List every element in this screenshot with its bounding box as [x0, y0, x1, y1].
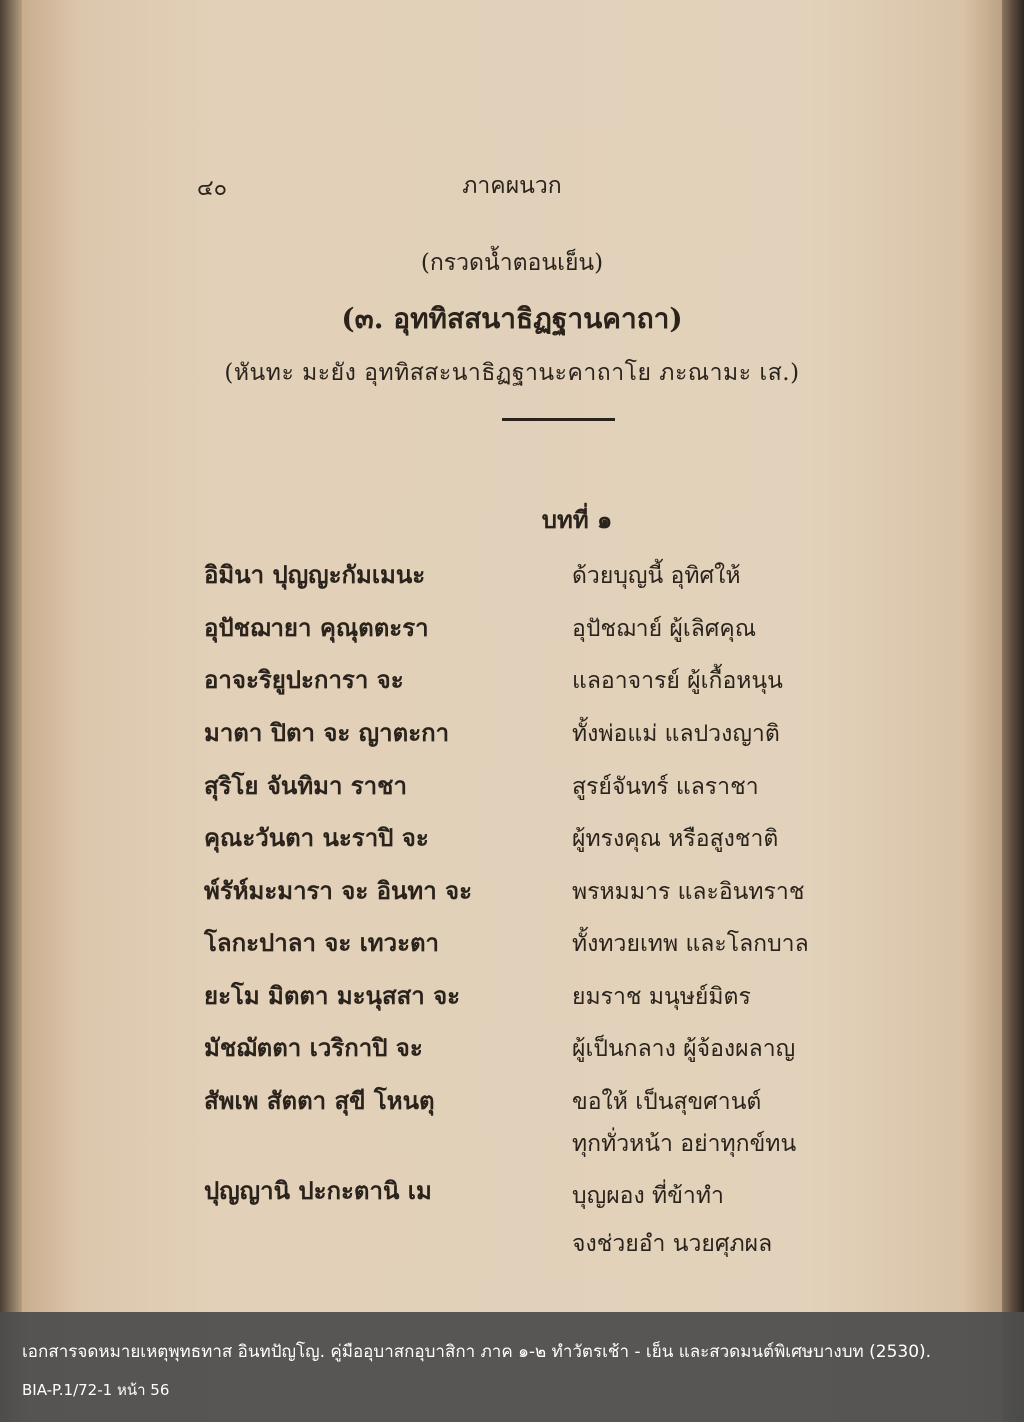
- page-number: ๔๐: [197, 176, 228, 201]
- thai-line: แลอาจารย์ ผู้เกื้อหนุน: [572, 668, 783, 694]
- running-head: ภาคผนวก: [462, 173, 562, 199]
- thai-line: ยมราช มนุษย์มิตร: [572, 984, 751, 1010]
- pali-line: อิมินา ปุญญะกัมเมนะ: [204, 560, 426, 589]
- invitation-line: (หันทะ มะยัง อุททิสสะนาธิฏฐานะคาถาโย ภะณามะ เส.): [224, 360, 800, 386]
- pali-line: ปุญญานิ ปะกะตานิ เม: [204, 1176, 432, 1205]
- thai-line: ผู้ทรงคุณ หรือสูงชาติ: [572, 826, 779, 852]
- thai-line: บุญผอง ที่ข้าทำ: [572, 1183, 724, 1209]
- pali-line: อุปัชฌายา คุณุตตะรา: [204, 613, 429, 642]
- thai-line: อุปัชฌาย์ ผู้เลิศคุณ: [572, 616, 757, 642]
- pali-line: อาจะริยูปะการา จะ: [204, 665, 404, 694]
- book-spine: [0, 0, 22, 1422]
- thai-line: ผู้เป็นกลาง ผู้จ้องผลาญ: [572, 1036, 796, 1062]
- thai-line: ด้วยบุญนี้ อุทิศให้: [572, 563, 741, 589]
- thai-line: พรหมมาร และอินทราช: [572, 879, 805, 905]
- pali-line: สัพเพ สัตตา สุขี โหนตุ: [204, 1086, 435, 1115]
- pali-line: มัชฌัตตา เวริกาปิ จะ: [204, 1033, 423, 1062]
- thai-line: ขอให้ เป็นสุขศานต์: [572, 1089, 762, 1115]
- scanned-page: [22, 0, 1002, 1422]
- thai-line: ทั้งพ่อแม่ แลปวงญาติ: [572, 721, 780, 747]
- archive-caption: [0, 1312, 1024, 1422]
- pali-line: โลกะปาลา จะ เทวะตา: [204, 928, 440, 957]
- thai-line: จงช่วยอำ นวยศุภผล: [572, 1231, 773, 1257]
- caption-citation: เอกสารจดหมายเหตุพุทธทาส อินทปัญโญ. คู่มืออุบาสกอุบาสิกา ภาค ๑-๒ ทำวัตรเช้า - เย็น และสวดมนต์พิเศษบางบท (2530).: [22, 1342, 932, 1362]
- thai-line: ทุกทั่วหน้า อย่าทุกข์ทน: [572, 1131, 797, 1157]
- pali-line: พ์รัห์มะมารา จะ อินทา จะ: [204, 876, 472, 905]
- caption-reference: BIA-P.1/72-1 หน้า 56: [22, 1381, 170, 1399]
- chant-title: (๓. อุททิสสนาธิฏฐานคาถา): [341, 302, 683, 335]
- book-edge: [1002, 0, 1024, 1422]
- section-title: บทที่ ๑: [541, 505, 613, 534]
- thai-line: ทั้งทวยเทพ และโลกบาล: [572, 931, 809, 957]
- divider-rule: [502, 418, 615, 421]
- thai-line: สูรย์จันทร์ แลราชา: [572, 774, 759, 800]
- pali-line: คุณะวันตา นะราปิ จะ: [204, 823, 429, 852]
- pali-line: สุริโย จันทิมา ราชา: [204, 771, 407, 800]
- pali-line: ยะโม มิตตา มะนุสสา จะ: [204, 981, 461, 1010]
- pali-line: มาตา ปิตา จะ ญาตะกา: [204, 718, 450, 747]
- sub-heading: (กรวดน้ำตอนเย็น): [420, 250, 604, 276]
